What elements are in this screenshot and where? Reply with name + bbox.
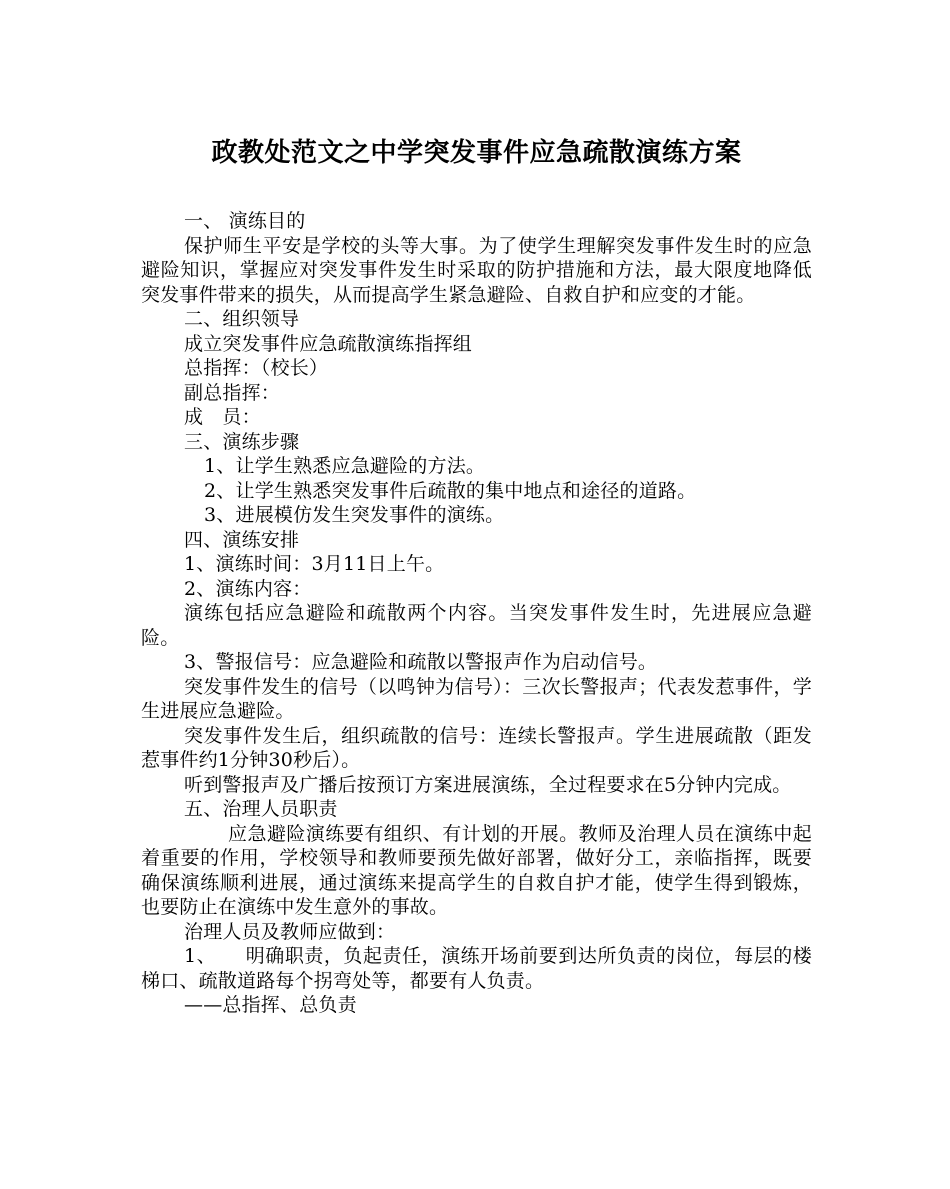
paragraph: 3、进展模仿发生突发事件的演练。 bbox=[204, 504, 505, 526]
paragraph: 副总指挥： bbox=[184, 381, 281, 404]
paragraph: ——总指挥、总负责 bbox=[184, 994, 357, 1016]
paragraph: 1、演练时间：3月11日上午。 bbox=[184, 553, 445, 575]
paragraph: 五、治理人员职责 bbox=[184, 798, 338, 820]
paragraph: 演练包括应急避险和疏散两个内容。当突发事件发生时，先进展应急避险。 bbox=[141, 602, 812, 649]
paragraph: 二、组织领导 bbox=[184, 308, 300, 330]
paragraph: 总指挥：（校长） bbox=[184, 357, 329, 379]
paragraph: 一、 演练目的 bbox=[184, 210, 306, 232]
paragraph: 应急避险演练要有组织、有计划的开展。教师及治理人员在演练中起着重要的作用，学校领导和教师要预先做好部署，做好分工，亲临指挥，既要确保演练顺利进展，通过演练来提高学生的自救自护才能，使学生得到锻炼，也要防止在演练中发生意外的事故。 bbox=[141, 822, 812, 918]
paragraph: 成立突发事件应急疏散演练指挥组 bbox=[184, 332, 473, 355]
paragraph: 2、演练内容： bbox=[184, 577, 312, 600]
paragraph: 治理人员及教师应做到： bbox=[184, 920, 396, 943]
paragraph: 成 员： bbox=[184, 406, 261, 428]
paragraph: 突发事件发生的信号（以鸣钟为信号）：三次长警报声；代表发惹事件，学生进展应急避险。 bbox=[141, 675, 812, 722]
paragraph: 3、警报信号：应急避险和疏散以警报声作为启动信号。 bbox=[184, 651, 658, 673]
document-body bbox=[141, 209, 812, 1018]
paragraph: 2、让学生熟悉突发事件后疏散的集中地点和途径的道路。 bbox=[204, 479, 697, 502]
paragraph: 保护师生平安是学校的头等大事。为了使学生理解突发事件发生时的应急避险知识，掌握应对突发事件发生时采取的防护措施和方法，最大限度地降低突发事件带来的损失，从而提高学生紧急避险、自救自护和应变的才能。 bbox=[141, 234, 812, 306]
paragraph: 四、演练安排 bbox=[184, 528, 300, 551]
paragraph: 1、 明确职责，负起责任，演练开场前要到达所负责的岗位，每层的楼梯口、疏散道路每个拐弯处等，都要有人负责。 bbox=[141, 945, 812, 992]
paragraph: 突发事件发生后，组织疏散的信号：连续长警报声。学生进展疏散（距发惹事件约1分钟30秒后）。 bbox=[141, 724, 812, 771]
paragraph: 三、演练步骤 bbox=[184, 430, 300, 453]
document-title: 政教处范文之中学突发事件应急疏散演练方案 bbox=[211, 138, 742, 168]
paragraph: 听到警报声及广播后按预订方案进展演练，全过程要求在5分钟内完成。 bbox=[184, 773, 792, 796]
paragraph: 1、让学生熟悉应急避险的方法。 bbox=[204, 455, 486, 477]
